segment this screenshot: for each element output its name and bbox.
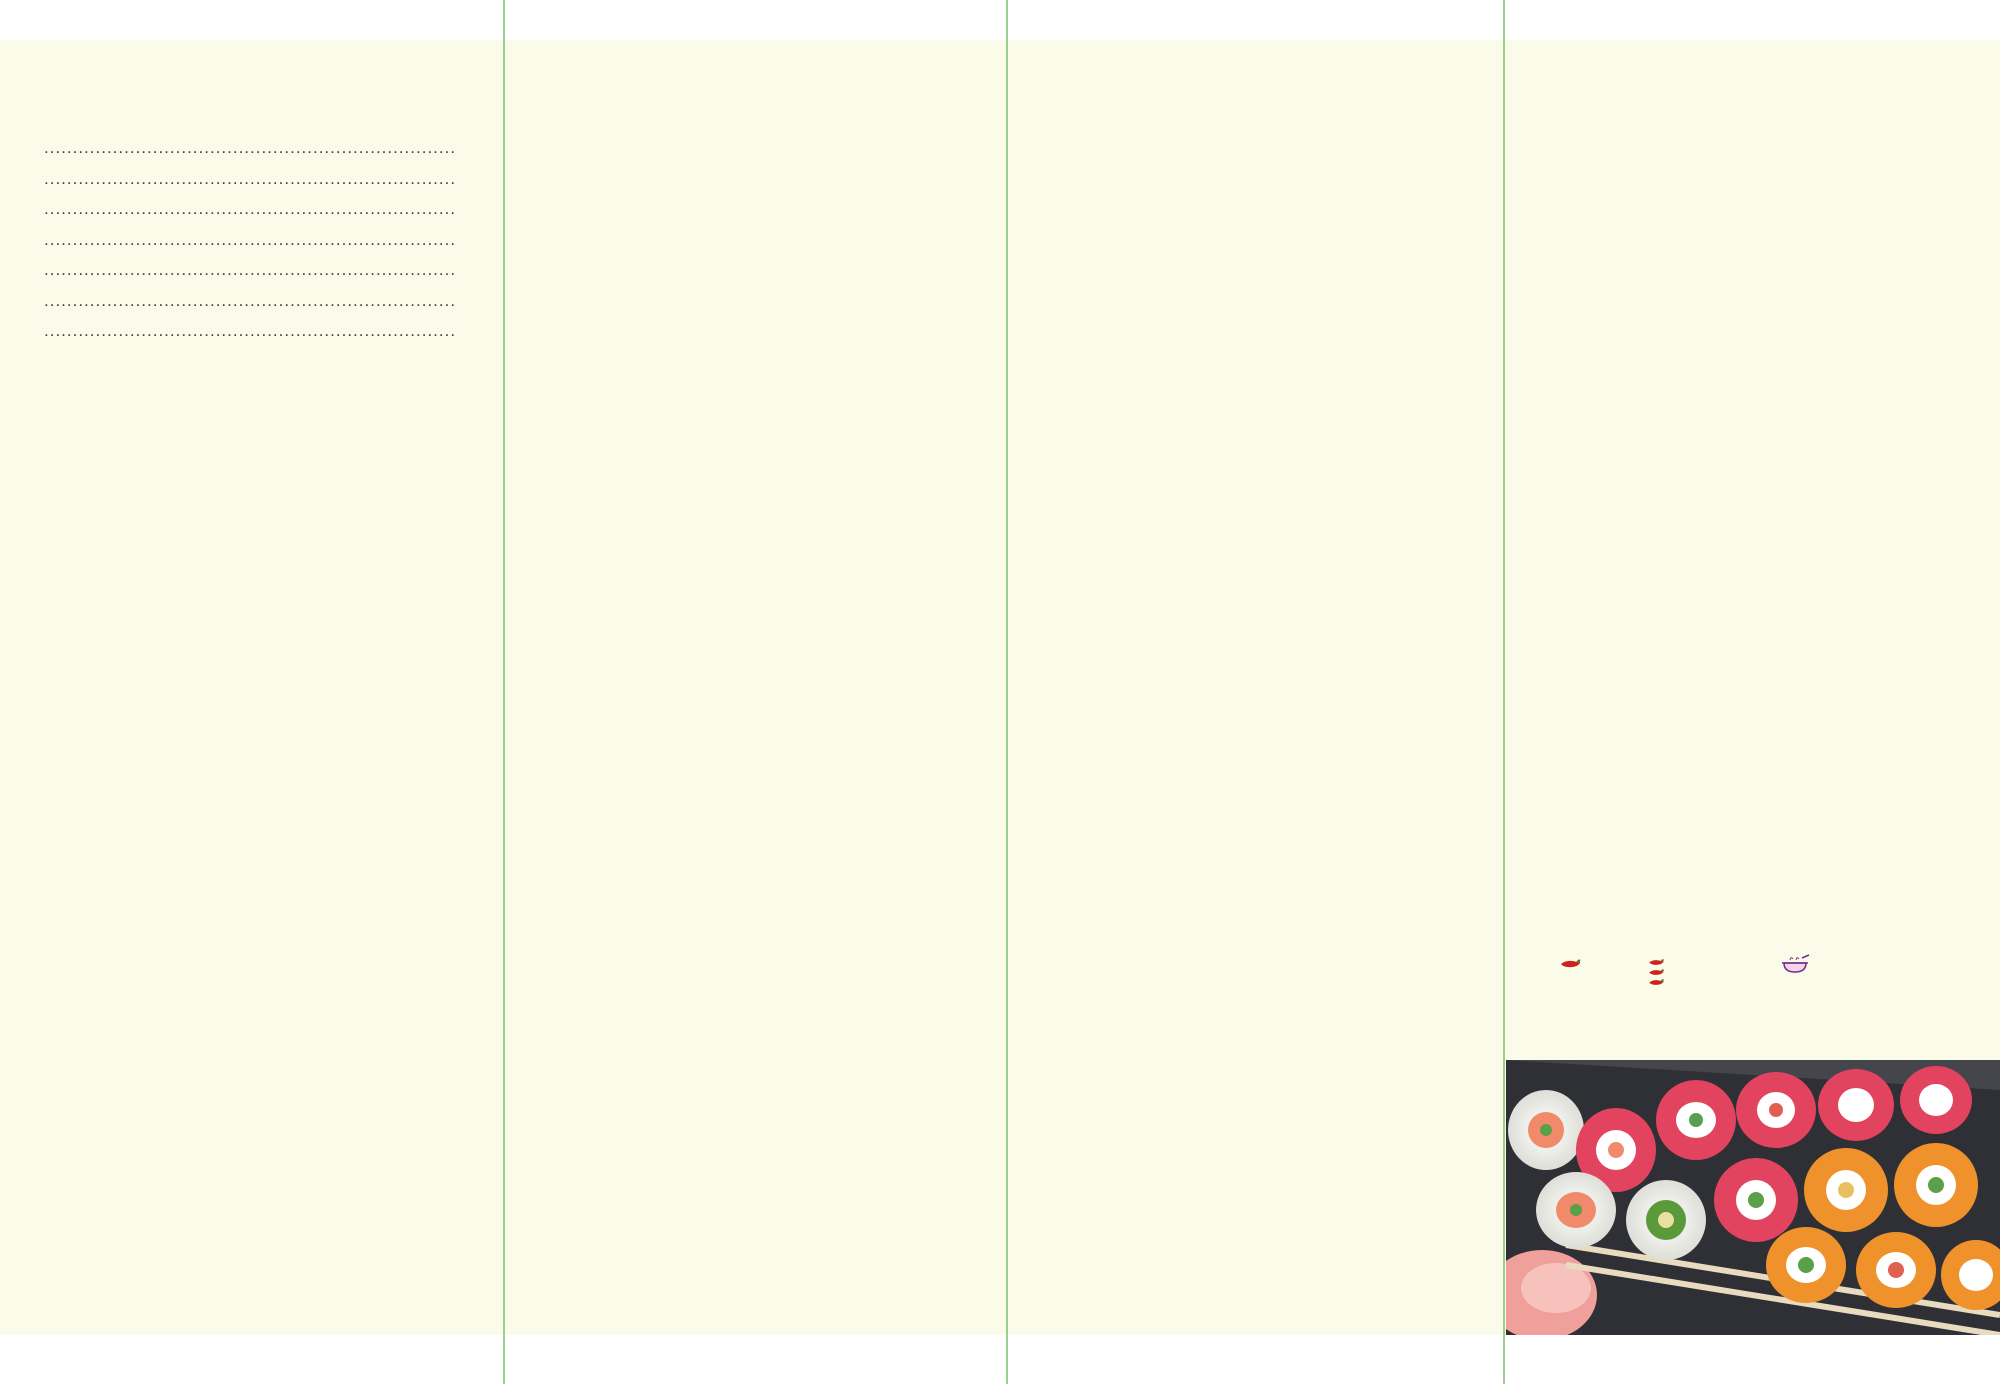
menu-item-row [38,291,462,311]
dot-leader [44,138,456,158]
cooking-pot-icon [1780,954,1810,977]
menu-item [38,260,462,291]
alacarte-header-row [55,872,476,895]
appetizer-list [38,138,462,352]
legend-most-spicy [1645,958,1673,987]
chili-pepper-icon [1559,958,1581,972]
menu-item-row [38,138,462,158]
menu-item [38,138,462,169]
dot-leader [44,230,456,250]
menu-item-row [38,321,462,341]
dot-leader [44,199,456,219]
legend-cooked [1780,954,1816,977]
sushi-photo [1506,1060,2000,1335]
col-header-sa [286,872,406,895]
menu-item-row [38,199,462,219]
col-header-su [173,872,286,895]
panel-special-1 [1008,40,1503,1335]
menu-item [38,199,462,230]
menu-item [38,291,462,322]
menu-item-row [38,230,462,250]
menu-item [38,230,462,261]
col-header-hr [406,872,476,895]
panel-appetizers [0,40,503,1335]
menu-item [38,321,462,352]
panel-rolls [505,40,1006,1335]
dot-leader [44,321,456,341]
alacarte-table [55,872,476,895]
legend-spicy [1559,958,1587,972]
menu-item-row [38,260,462,280]
dot-leader [44,260,456,280]
chili-pepper-icon [1645,958,1667,987]
dot-leader [44,291,456,311]
dot-leader [44,169,456,189]
menu-item [38,169,462,200]
menu-item-row [38,169,462,189]
